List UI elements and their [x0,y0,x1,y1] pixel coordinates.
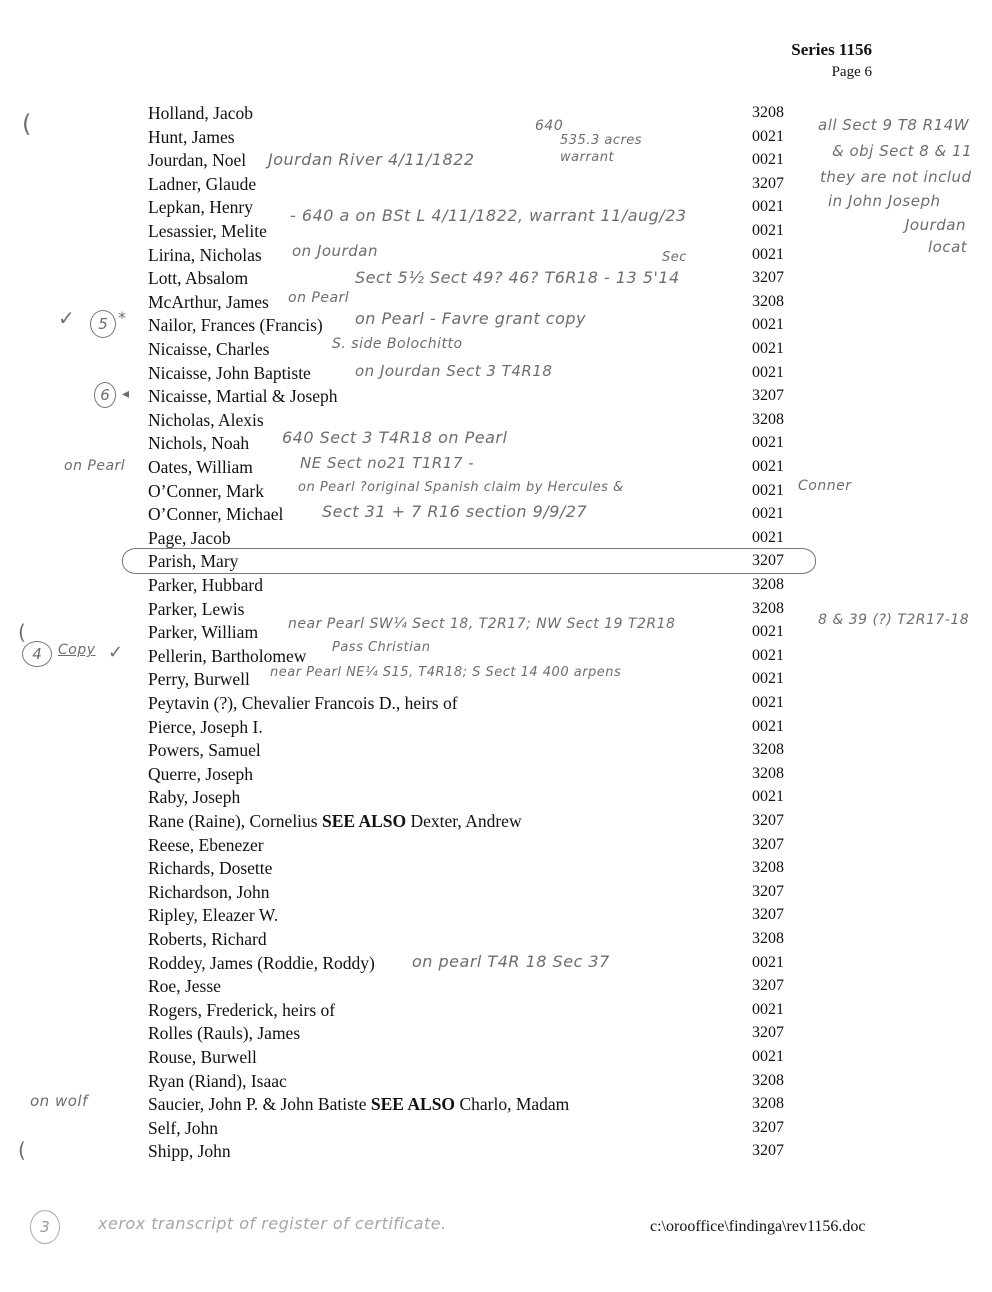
entry-name: Saucier, John P. & John Batiste [148,1094,367,1114]
entry-code: 3207 [752,906,784,923]
list-item [148,857,272,879]
entry-name: O’Conner, Mark [148,481,264,501]
entry-name: Perry, Burwell [148,669,250,689]
handwritten-mcarthur-note: on Pearl [288,290,350,306]
asterisk-mark-icon: * [118,308,127,327]
list-item [148,385,338,407]
entry-name: Nichols, Noah [148,433,250,453]
entry-code: 3207 [752,977,784,994]
entry-code: 0021 [752,647,784,664]
entry-name: Roberts, Richard [148,929,267,949]
list-item [148,786,240,808]
entry-code: 0021 [752,364,784,381]
handwritten-lott-note: Sect 5½ Sect 49? 46? T6R18 - 13 5'14 [355,268,680,287]
entry-name: Nicaisse, Charles [148,339,270,359]
entry-code: 0021 [752,694,784,711]
entry-code: 0021 [752,340,784,357]
entry-name: Parish, Mary [148,551,239,571]
entry-name: Roddey, James (Roddie, Roddy) [148,953,375,973]
see-also-reference: Dexter, Andrew [410,811,522,831]
entry-name: Shipp, John [148,1141,231,1161]
entry-code: 3207 [752,812,784,829]
list-item [148,291,269,313]
handwritten-bottom-note: xerox transcript of register of certificate. [98,1214,447,1233]
entry-code: 3208 [752,741,784,758]
entry-name: Lepkan, Henry [148,197,253,217]
list-item [148,244,262,266]
list-item [148,126,235,148]
file-path-footer: c:\orooffice\findinga\rev1156.doc [650,1218,866,1235]
entry-code: 0021 [752,788,784,805]
handwritten-mark-right: Conner [798,478,852,494]
handwritten-oates-note: NE Sect no21 T1R17 - [300,454,475,472]
handwritten-oates-left: on Pearl [64,458,126,474]
handwritten-warrant: warrant [560,150,615,165]
entry-code: 3207 [752,387,784,404]
handwritten-john-baptiste-note: on Jourdan Sect 3 T4R18 [355,362,553,380]
circled-number-3: 3 [30,1210,60,1244]
list-item [148,999,335,1021]
entry-name: Rouse, Burwell [148,1047,257,1067]
handwritten-copy-label: Copy [58,642,96,658]
entry-name: Roe, Jesse [148,976,221,996]
list-item [148,1046,257,1068]
entry-code: 0021 [752,246,784,263]
entry-name: Ladner, Glaude [148,174,257,194]
list-item [148,881,270,903]
entry-name: Oates, William [148,457,253,477]
entry-name: Page, Jacob [148,528,231,548]
list-item [148,362,311,384]
entry-name: Lesassier, Melite [148,221,267,241]
entry-name: Holland, Jacob [148,103,253,123]
entry-name: Rolles (Rauls), James [148,1023,301,1043]
list-item [148,975,221,997]
handwritten-perry-note: near Pearl NE¼ S15, T4R18; S Sect 14 400 arpens [270,665,622,680]
entry-name: Parker, Hubbard [148,575,263,595]
entry-code: 3208 [752,765,784,782]
entry-code: 3208 [752,1095,784,1112]
entry-code: 0021 [752,222,784,239]
entry-code: 0021 [752,482,784,499]
entry-code: 0021 [752,529,784,546]
list-item [148,904,278,926]
entry-name: Powers, Samuel [148,740,261,760]
highlight-oval [122,548,816,574]
list-item [148,267,248,289]
entry-code: 0021 [752,1001,784,1018]
list-item [148,456,253,478]
list-item [148,102,253,124]
entry-code: 3208 [752,600,784,617]
list-item [148,668,250,690]
list-item [148,598,245,620]
list-item [148,763,253,785]
check-mark-icon-2: ✓ [108,642,124,663]
handwritten-right-note-3: they are not includ [820,168,972,186]
entry-code: 3207 [752,552,784,569]
handwritten-william-note: near Pearl SW¼ Sect 18, T2R17; NW Sect 19 T2R18 [288,616,676,632]
handwritten-charles-note: S. side Bolochitto [332,336,463,352]
entry-code: 3208 [752,930,784,947]
entry-code: 3207 [752,1024,784,1041]
list-item [148,739,261,761]
entry-code: 3207 [752,836,784,853]
entry-code: 3208 [752,859,784,876]
entry-code: 0021 [752,718,784,735]
handwritten-lesassier-note: - 640 a on BSt L 4/11/1822, warrant 11/aug/23 [290,206,687,225]
handwritten-right-note-4: in John Joseph [828,192,941,210]
entry-name: Self, John [148,1118,218,1138]
list-item [148,409,264,431]
list-item [148,810,522,832]
entry-code: 0021 [752,1048,784,1065]
page-number: Page 6 [831,64,872,80]
list-item [148,173,256,195]
entry-name: Lott, Absalom [148,268,249,288]
entry-name: Ryan (Riand), Isaac [148,1071,287,1091]
entry-code: 3208 [752,1072,784,1089]
entry-code: 0021 [752,151,784,168]
handwritten-michael-note: Sect 31 + 7 R16 section 9/9/27 [322,502,588,521]
entry-name: McArthur, James [148,292,269,312]
list-item [148,1070,287,1092]
entry-code: 0021 [752,198,784,215]
handwritten-william-right: 8 & 39 (?) T2R17-18 [818,612,970,628]
list-item [148,220,267,242]
handwritten-lirina-note: on Jourdan [292,242,378,260]
entry-code: 3207 [752,175,784,192]
handwritten-acres: 535.3 acres [560,133,643,148]
entry-code: 3207 [752,269,784,286]
list-item [148,574,263,596]
entry-code: 0021 [752,458,784,475]
handwritten-pellerin-note: Pass Christian [332,640,431,655]
entry-code: 3207 [752,1119,784,1136]
entry-name: Querre, Joseph [148,764,253,784]
list-item [148,432,249,454]
circled-number-5: 5 [90,310,116,338]
entry-name: Peytavin (?), Chevalier Francois D., heirs of [148,693,458,713]
handwritten-right-note-5: Jourdan [905,216,966,234]
entry-name: Richardson, John [148,882,270,902]
entry-code: 0021 [752,434,784,451]
margin-bracket-mark-3: ( [18,1138,27,1162]
list-item [148,338,270,360]
handwritten-saucier-left: on wolf [30,1092,88,1110]
list-item [148,1022,300,1044]
handwritten-noah-note: 640 Sect 3 T4R18 on Pearl [282,428,508,447]
entry-code: 3207 [752,1142,784,1159]
arrow-mark-icon: ◂ [122,386,130,402]
handwritten-right-note-1: all Sect 9 T8 R14W [818,116,970,134]
list-item [148,149,246,171]
handwritten-jourdan-note: Jourdan River 4/11/1822 [268,150,475,169]
list-item [148,1117,218,1139]
margin-bracket-mark: ( [22,110,32,138]
list-item [148,196,253,218]
entry-code: 3208 [752,293,784,310]
entry-name: Raby, Joseph [148,787,241,807]
check-mark-icon: ✓ [58,306,76,330]
list-item [148,621,258,643]
entry-name: Parker, William [148,622,259,642]
circled-number-4: 4 [22,641,52,667]
entry-code: 3208 [752,104,784,121]
list-item [148,645,306,667]
entry-code: 0021 [752,505,784,522]
list-item [148,952,375,974]
entry-name: Richards, Dosette [148,858,273,878]
list-item [148,1093,569,1115]
entry-code: 3207 [752,883,784,900]
margin-bracket-mark-2: ( [18,620,27,644]
entry-name: Nailor, Frances (Francis) [148,315,323,335]
list-item [148,503,283,525]
entry-name: Nicaisse, John Baptiste [148,363,311,383]
list-item [148,527,231,549]
entry-name: Nicaisse, Martial & Joseph [148,386,338,406]
list-item [148,1140,231,1162]
see-also-reference: Charlo, Madam [459,1094,570,1114]
handwritten-roddey-note: on pearl T4R 18 Sec 37 [412,952,610,971]
handwritten-right-note-6: locat [928,238,968,256]
see-also-label: SEE ALSO [321,811,407,831]
entry-name: Hunt, James [148,127,235,147]
entry-name: O’Conner, Michael [148,504,284,524]
entry-name: Ripley, Eleazer W. [148,905,279,925]
list-item [148,692,458,714]
entry-name: Rane (Raine), Cornelius [148,811,318,831]
entry-code: 0021 [752,128,784,145]
list-item [148,716,263,738]
entry-name: Pierce, Joseph I. [148,717,263,737]
entry-name: Parker, Lewis [148,599,245,619]
circled-number-6: 6 [94,382,116,408]
handwritten-mark-note: on Pearl ?original Spanish claim by Hercules & [298,480,624,495]
entry-code: 0021 [752,316,784,333]
entry-code: 3208 [752,411,784,428]
entry-code: 3208 [752,576,784,593]
series-title: Series 1156 [791,40,872,59]
list-item [148,834,264,856]
list-item [148,928,267,950]
handwritten-640: 640 [535,118,564,134]
entry-name: Lirina, Nicholas [148,245,262,265]
entry-code: 0021 [752,670,784,687]
entry-name: Rogers, Frederick, heirs of [148,1000,336,1020]
handwritten-right-note-2: & obj Sect 8 & 11 [832,142,973,160]
handwritten-sec: Sec [662,250,687,265]
handwritten-nailor-note: on Pearl - Favre grant copy [355,309,587,328]
entry-name: Jourdan, Noel [148,150,247,170]
entry-name: Nicholas, Alexis [148,410,264,430]
entry-code: 0021 [752,954,784,971]
see-also-label: SEE ALSO [370,1094,456,1114]
entry-code: 0021 [752,623,784,640]
entry-name: Pellerin, Bartholomew [148,646,307,666]
list-item [148,314,323,336]
entry-name: Reese, Ebenezer [148,835,264,855]
list-item [148,480,264,502]
